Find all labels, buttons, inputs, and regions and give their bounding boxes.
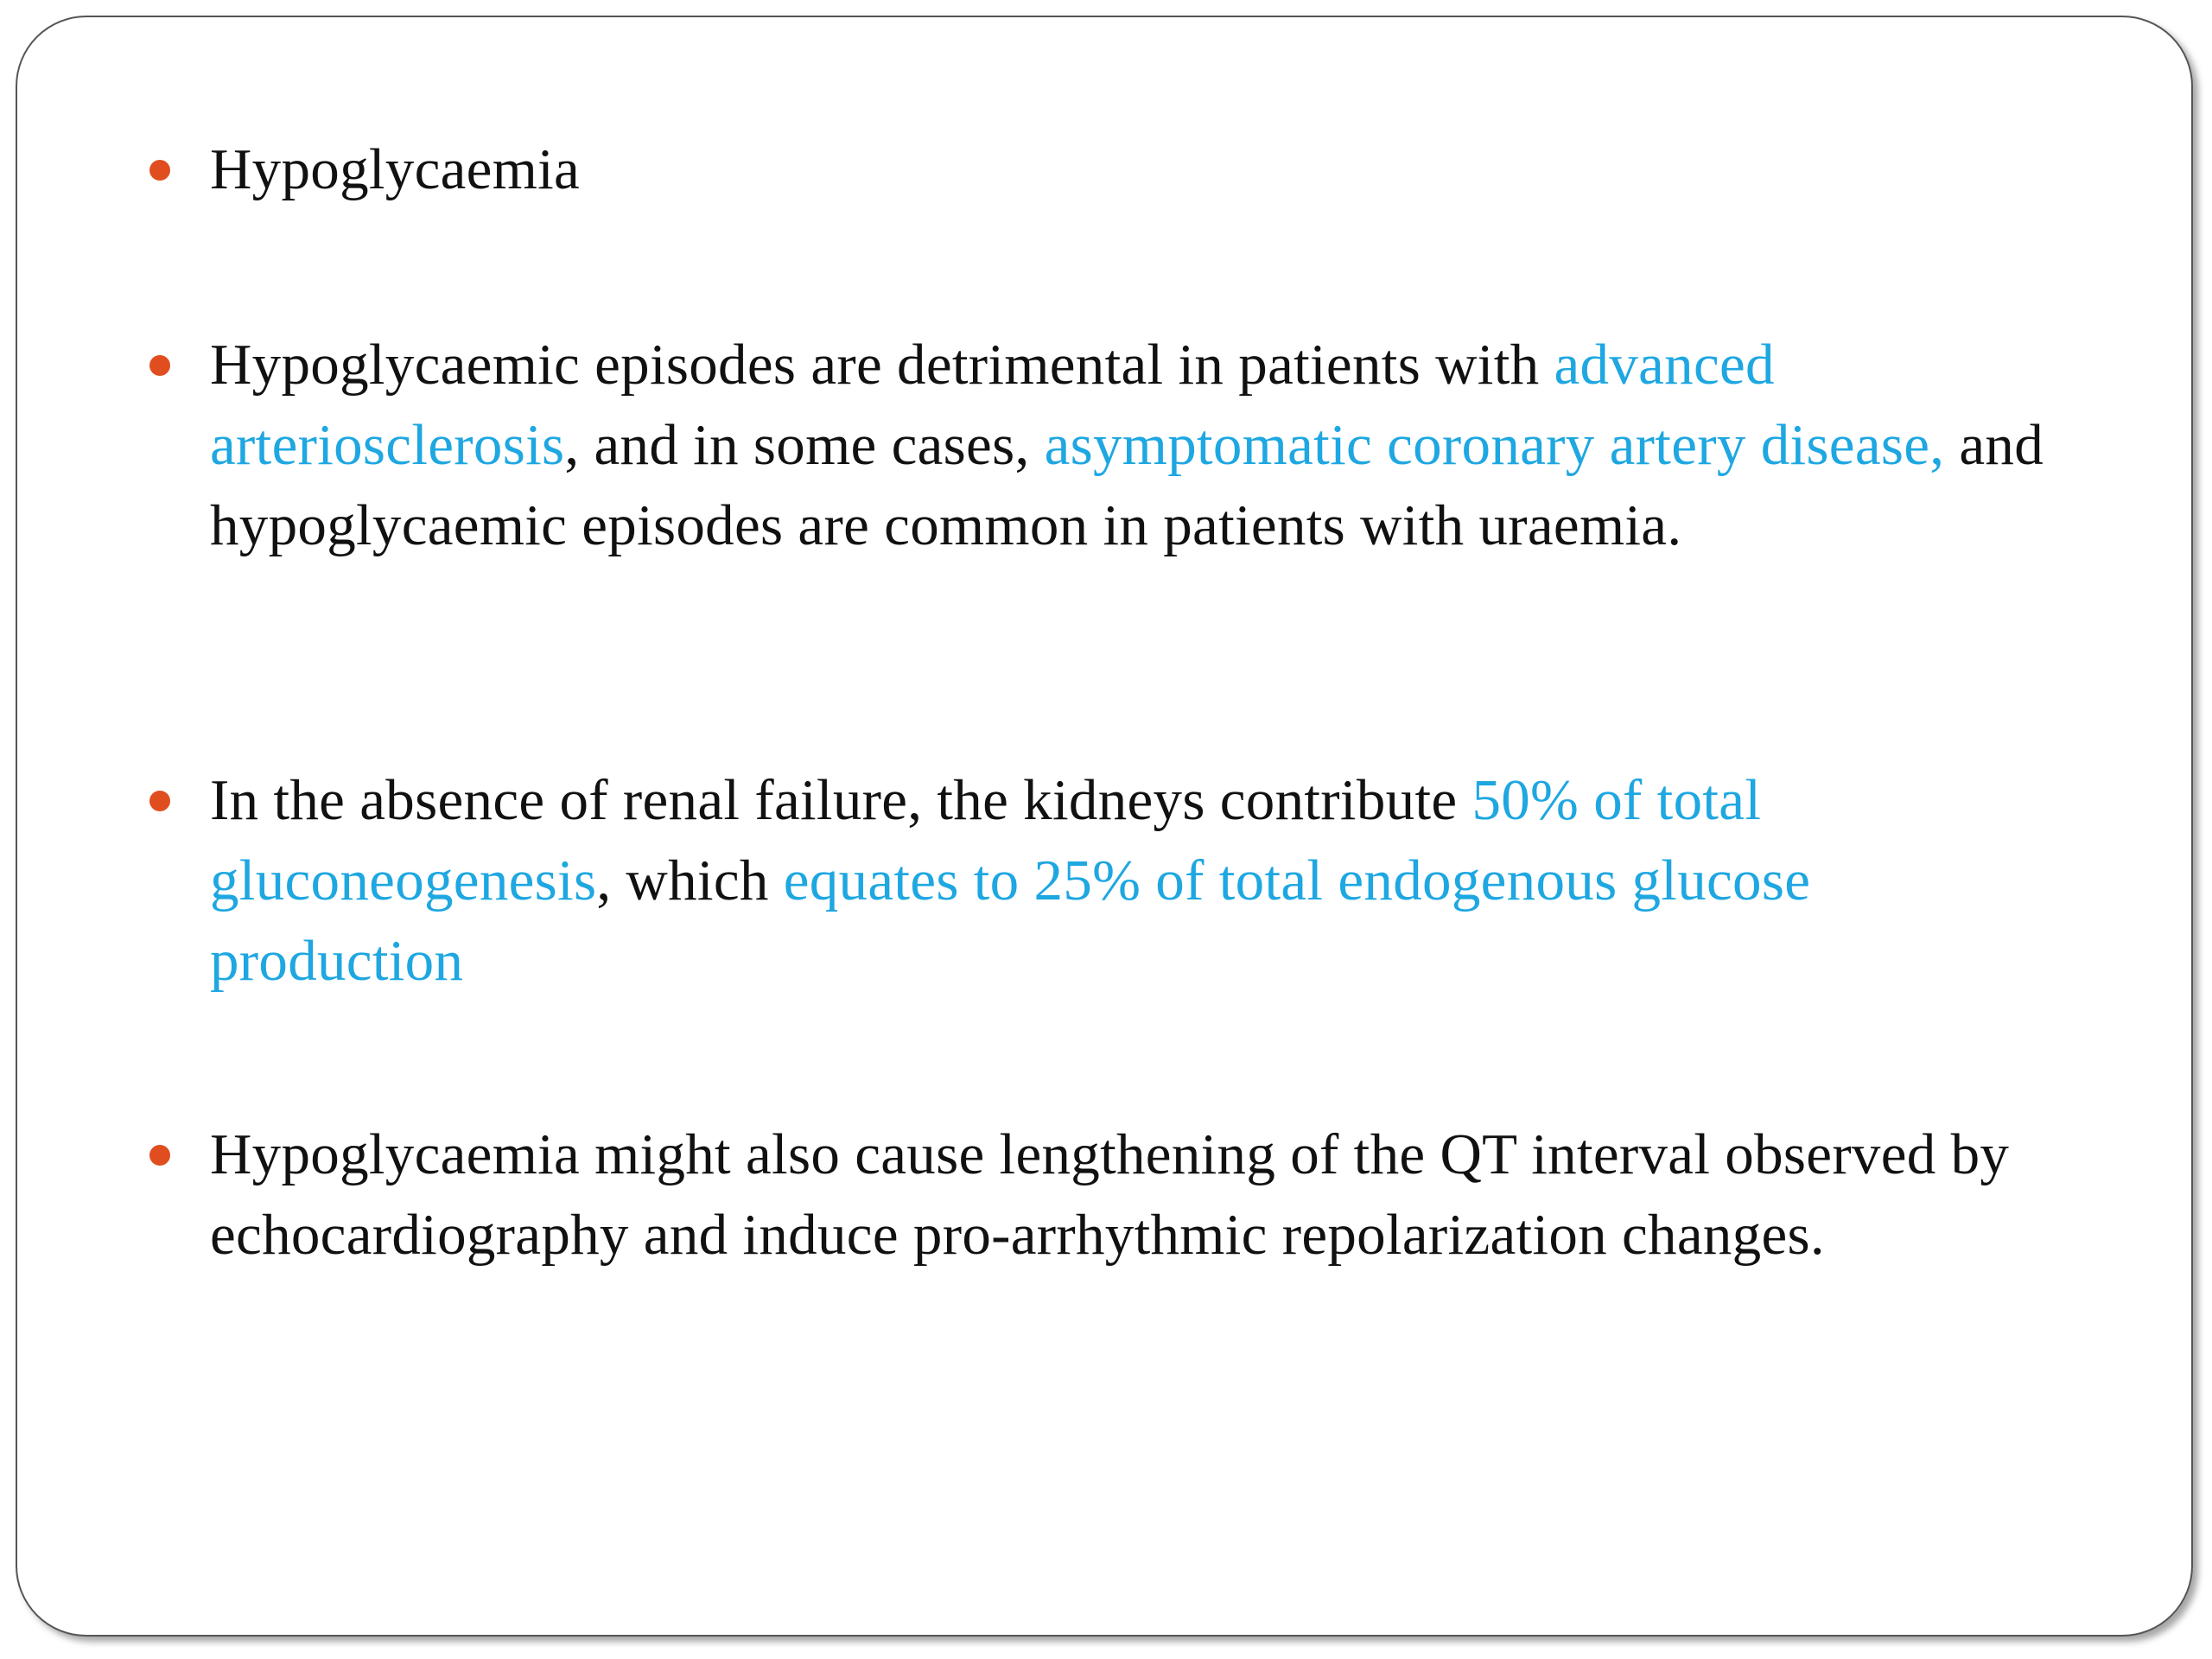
text-segment: Hypoglycaemia [210,137,581,201]
highlight-gluconeogenesis: 50% of total gluconeogenesis [210,768,1762,912]
text-segment: In the absence of renal failure, the kidneys contribute [210,768,1472,832]
highlight-advanced-arteriosclerosis: advanced arteriosclerosis [210,333,1775,477]
text-segment: and hypoglycaemic episodes are common in patients with uraemia. [210,413,2044,557]
bullet-dot-icon [149,1145,170,1166]
bullet-item-hypoglycaemia [210,130,2059,210]
bullet-item-episodes [210,325,2059,566]
bullet-dot-icon [149,160,170,181]
bullet-item-kidneys [210,760,2059,1001]
highlight-glucose-production: equates to 25% of total endogenous glucose production [210,849,1811,993]
bullet-text [210,333,2044,557]
bullet-dot-icon [149,791,170,811]
text-segment: Hypoglycaemia might also cause lengthening of the QT interval observed by echocardiography and induce pro-arrhythmic repolarization changes. [210,1122,2010,1267]
bullet-item-qt-interval [210,1115,2059,1275]
highlight-asymptomatic-cad: asymptomatic coronary artery disease, [1044,413,1945,477]
bullet-dot-icon [149,355,170,376]
text-segment: Hypoglycaemic episodes are detrimental in patients with [210,333,1554,397]
text-segment: , and in some cases, [564,413,1045,477]
text-segment: , which [596,849,784,912]
bullet-text [210,768,1810,993]
bullet-text [210,137,580,201]
bullet-text [210,1122,2009,1267]
